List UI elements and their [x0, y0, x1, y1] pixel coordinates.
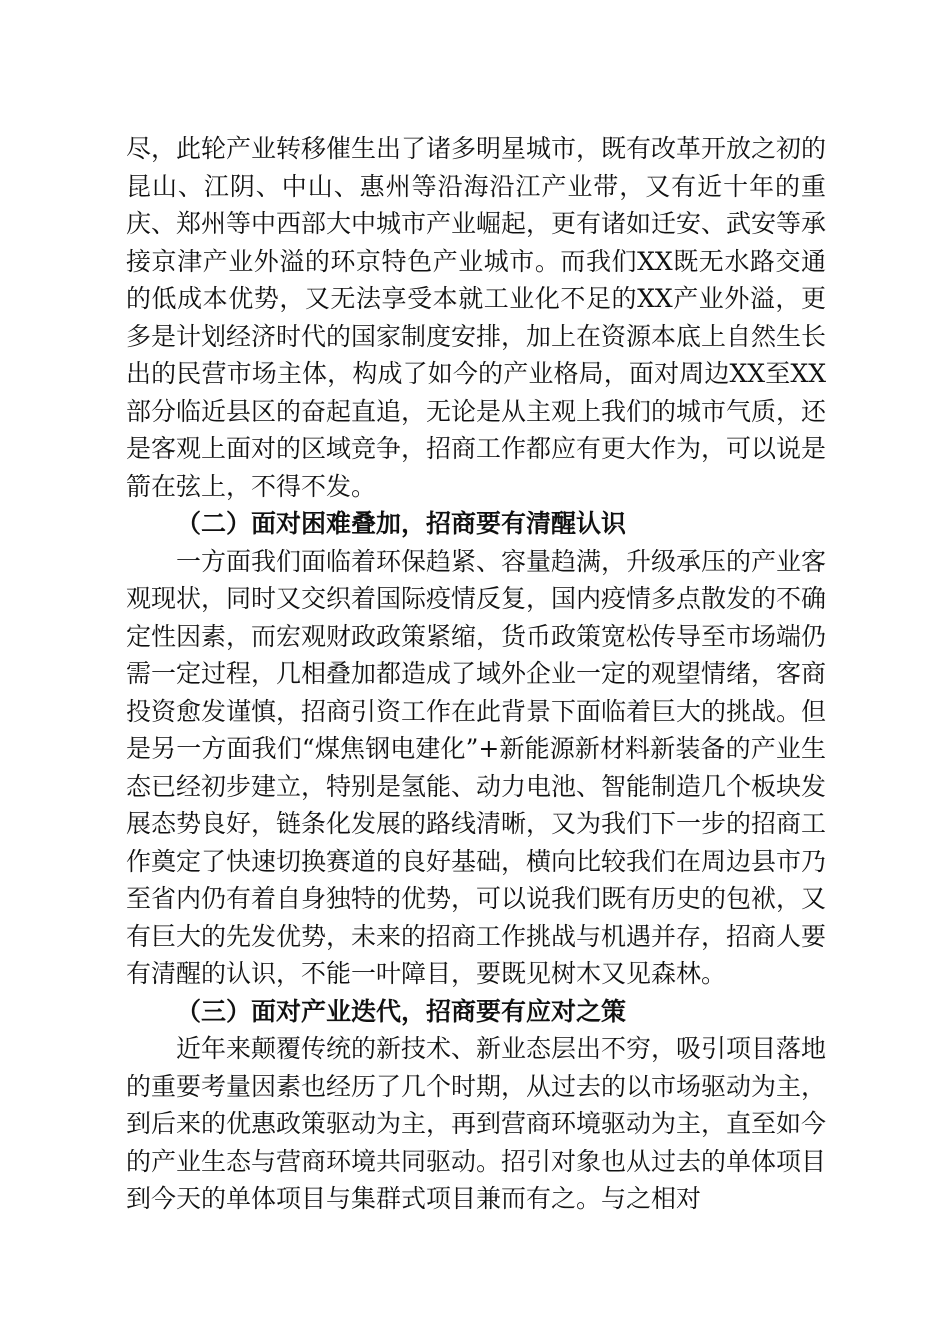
body-paragraph-2: 一方面我们面临着环保趋紧、容量趋满，升级承压的产业客观现状，同时又交织着国际疫情反复，国内疫情多点散发的不确定性因素，而宏观财政政策紧缩，货币政策宽松传导至市场端仍需一定过程，几相叠加都造成了域外企业一定的观望情绪，客商投资愈发谨慎，招商引资工作在此背景下面临着巨大的挑战。但是另一方面我们“煤焦钢电建化”+新能源新材料新装备的产业生态已经初步建立，特别是氢能、动力电池、智能制造几个板块发展态势良好，链条化发展的路线清晰，又为我们下一步的招商工作奠定了快速切换赛道的良好基础，横向比较我们在周边县市乃至省内仍有着自身独特的优势，可以说我们既有历史的包袱，又有巨大的先发优势，未来的招商工作挑战与机遇并存，招商人要有清醒的认识，不能一叶障目，要既见树木又见森林。	[126, 546, 827, 988]
section-heading-2: （二）面对困难叠加，招商要有清醒认识	[176, 509, 627, 538]
section-heading-3: （三）面对产业迭代，招商要有应对之策	[176, 996, 627, 1026]
document-page	[126, 130, 826, 1218]
body-paragraph-3: 近年来颠覆传统的新技术、新业态层出不穷，吸引项目落地的重要考量因素也经历了几个时期，从过去的以市场驱动为主，到后来的优惠政策驱动为主，再到营商环境驱动为主，直至如今的产业生态与营商环境共同驱动。招引对象也从过去的单体项目到今天的单体项目与集群式项目兼而有之。与之相对	[126, 1034, 827, 1213]
body-paragraph-continuation: 尽，此轮产业转移催生出了诸多明星城市，既有改革开放之初的昆山、江阴、中山、惠州等沿海沿江产业带，又有近十年的重庆、郑州等中西部大中城市产业崛起，更有诸如迁安、武安等承接京津产业外溢的环京特色产业城市。而我们XX既无水路交通的低成本优势，又无法享受本就工业化不足的XX产业外溢，更多是计划经济时代的国家制度安排，加上在资源本底上自然生长出的民营市场主体，构成了如今的产业格局，面对周边XX至XX部分临近县区的奋起直追，无论是从主观上我们的城市气质，还是客观上面对的区域竞争，招商工作都应有更大作为，可以说是箭在弦上，不得不发。	[126, 134, 827, 501]
